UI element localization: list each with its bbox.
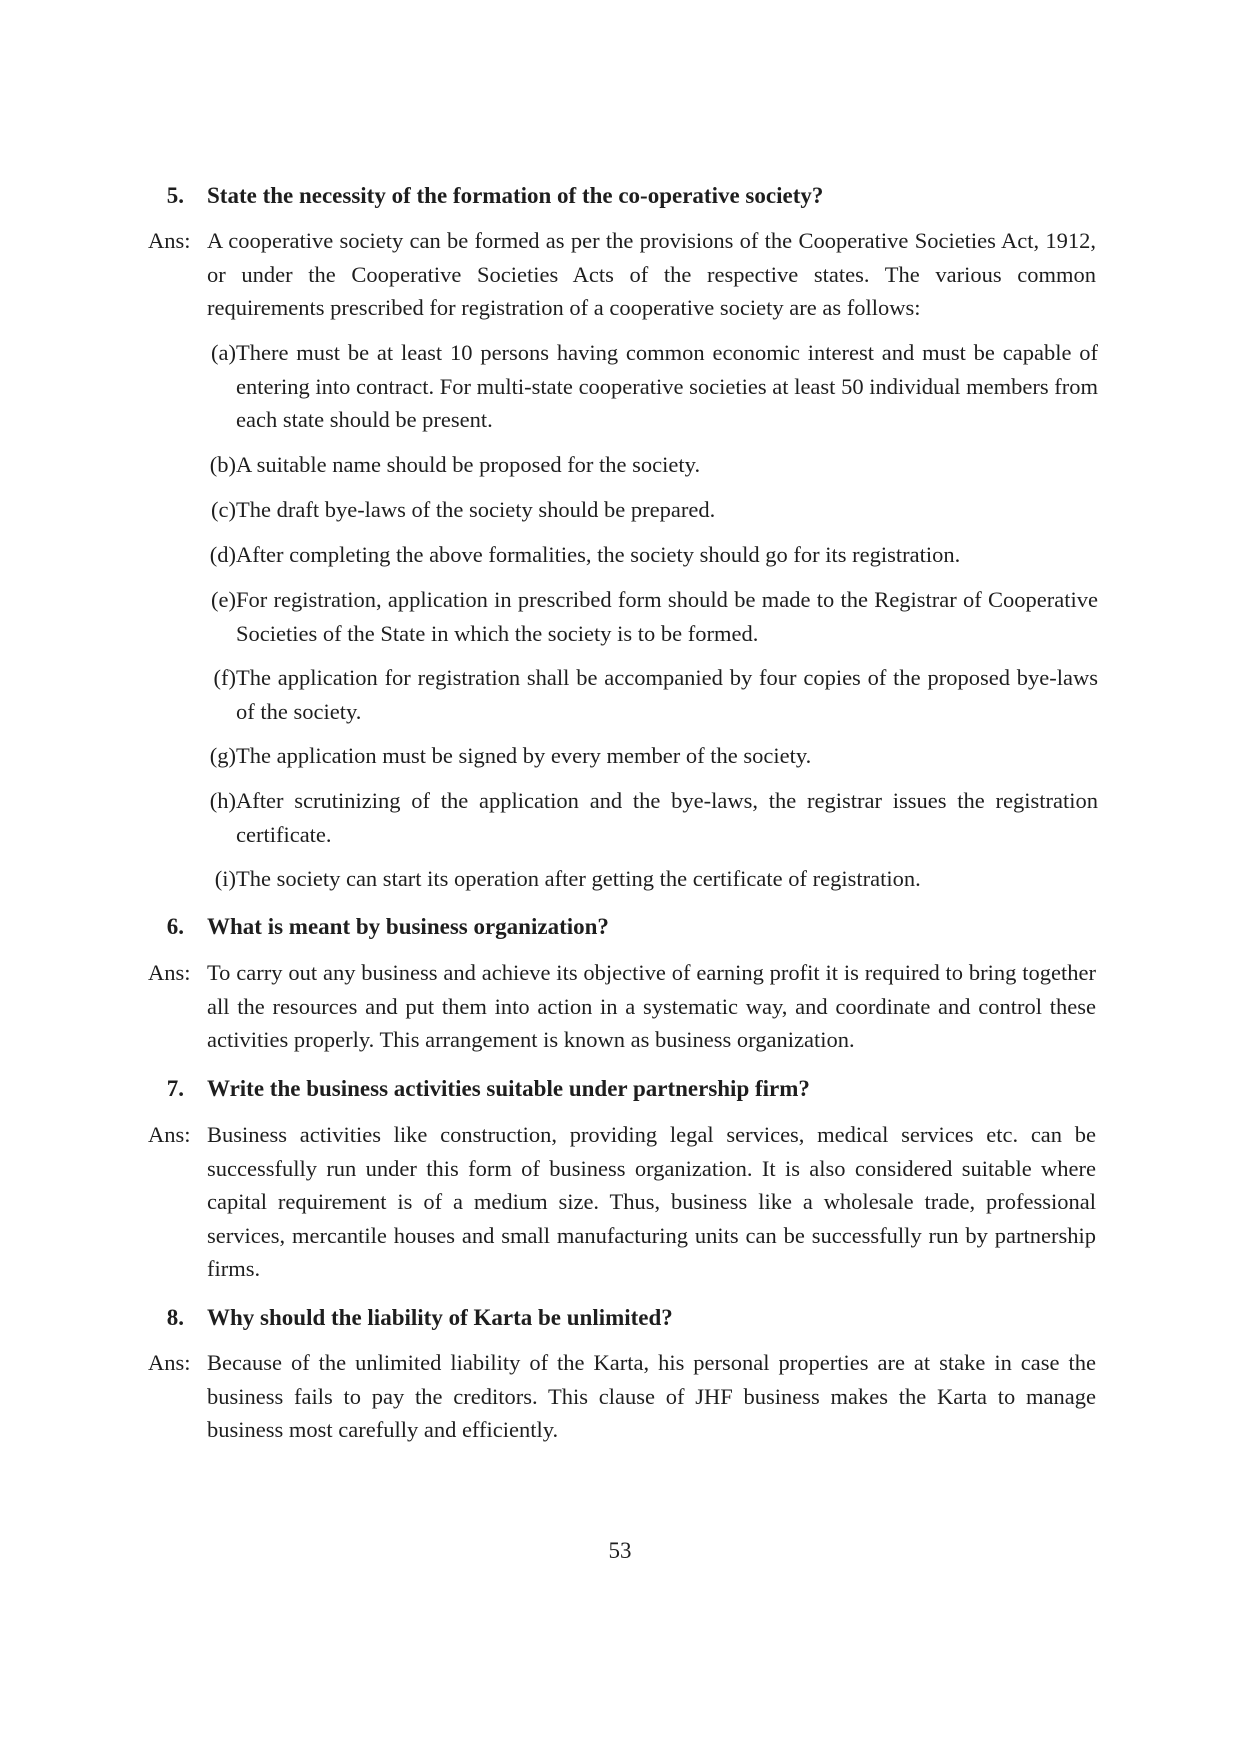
list-marker: (b) [209, 452, 236, 477]
list-item-text: The application for registration shall be accompanied by four copies of the proposed bye-laws of the society. [236, 665, 1098, 724]
question-number: 6. [166, 914, 184, 939]
answer-label: Ans: [148, 1350, 191, 1375]
list-marker: (f) [213, 665, 236, 690]
list-item [200, 661, 1100, 728]
list-item [200, 336, 1100, 437]
list-marker: (i) [214, 866, 236, 891]
list-item-text: A suitable name should be proposed for the society. [236, 452, 701, 477]
list-marker: (h) [209, 788, 236, 813]
list-marker: (c) [211, 497, 236, 522]
list-item [200, 862, 1100, 896]
question-text: State the necessity of the formation of the co-operative society? [207, 183, 824, 208]
list-marker: (e) [211, 587, 236, 612]
question-text: What is meant by business organization? [207, 914, 609, 939]
question-number: 5. [166, 183, 184, 208]
list-marker: (a) [211, 340, 236, 365]
question-number: 7. [166, 1076, 184, 1101]
list-item-text: After completing the above formalities, the society should go for its registration. [236, 542, 961, 567]
answer-text: To carry out any business and achieve its objective of earning profit it is required to bring together all the resources and put them into action in a systematic way, and coordinate and control these activities properly. This arrangement is known as business organization. [207, 960, 1096, 1052]
list-item-text: There must be at least 10 persons having common economic interest and must be capable of entering into contract. For multi-state cooperative societies at least 50 individual members from each state should be present. [236, 340, 1098, 432]
question-text: Write the business activities suitable under partnership firm? [207, 1076, 810, 1101]
list-item-text: The society can start its operation after getting the certificate of registration. [236, 866, 921, 891]
answer-5 [148, 224, 1098, 325]
list-item [200, 493, 1100, 527]
question-text: Why should the liability of Karta be unlimited? [207, 1305, 673, 1330]
list-item [200, 784, 1100, 851]
page-number: 53 [608, 1538, 632, 1563]
question-number: 8. [166, 1305, 184, 1330]
list-item [200, 538, 1100, 572]
answer-label: Ans: [148, 228, 191, 253]
answer-text: Because of the unlimited liability of the Karta, his personal properties are at stake in case the business fails to pay the creditors. This clause of JHF business makes the Karta to manage business most carefully and efficiently. [207, 1350, 1096, 1442]
answer-label: Ans: [148, 1122, 191, 1147]
list-item-text: For registration, application in prescribed form should be made to the Registrar of Cooperative Societies of the State in which the society is to be formed. [236, 587, 1098, 646]
answer-8 [148, 1346, 1098, 1447]
list-item-text: After scrutinizing of the application and the bye-laws, the registrar issues the registration certificate. [236, 788, 1098, 847]
answer-6 [148, 956, 1098, 1057]
answer-text: Business activities like construction, providing legal services, medical services etc. can be successfully run under this form of business organization. It is also considered suitable where capital requirement is of a medium size. Thus, business like a wholesale trade, professional services, mercantile houses and small manufacturing units can be successfully run by partnership firms. [207, 1122, 1096, 1281]
list-item-text: The draft bye-laws of the society should be prepared. [236, 497, 716, 522]
answer-7 [148, 1118, 1098, 1286]
answer-label: Ans: [148, 960, 191, 985]
list-item [200, 583, 1100, 650]
answer-text: A cooperative society can be formed as per the provisions of the Cooperative Societies Act, 1912, or under the Cooperative Societies Acts of the respective states. The various common requirements prescribed for registration of a cooperative society are as follows: [207, 228, 1096, 320]
list-item [200, 448, 1100, 482]
list-marker: (g) [209, 743, 236, 768]
list-item-text: The application must be signed by every member of the society. [236, 743, 812, 768]
list-marker: (d) [209, 542, 236, 567]
list-item [200, 739, 1100, 773]
